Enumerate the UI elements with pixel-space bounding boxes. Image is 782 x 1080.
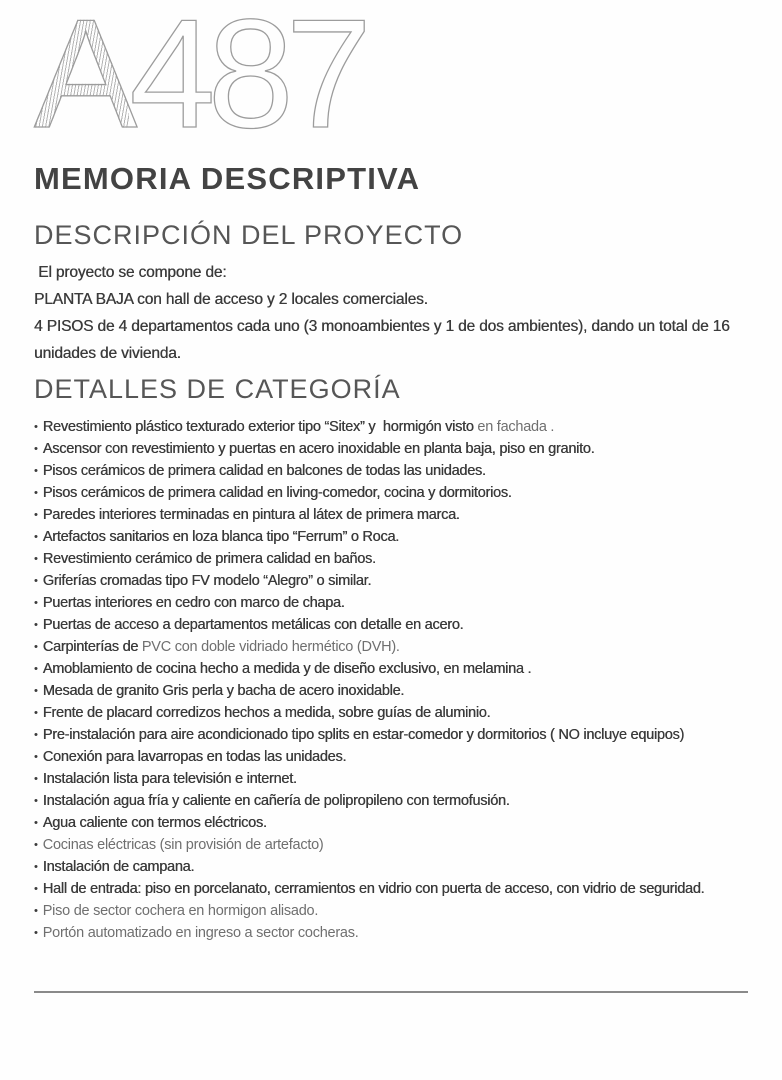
detail-text: Paredes interiores terminadas en pintura al látex de primera marca. [42, 507, 460, 523]
bullet-icon: • [34, 795, 38, 808]
detail-text: Griferías cromadas tipo FV modelo “Alegro” o similar. [42, 573, 372, 589]
detail-text: Piso de sector cochera en hormigon alisado. [42, 903, 319, 919]
detail-item [34, 835, 750, 857]
logo [34, 0, 750, 160]
detail-item [34, 439, 750, 461]
bullet-icon: • [34, 597, 38, 610]
detail-text: Pisos cerámicos de primera calidad en balcones de todas las unidades. [42, 463, 486, 479]
bullet-icon: • [34, 861, 38, 874]
detail-item [34, 593, 750, 615]
detail-item [34, 769, 750, 791]
bullet-icon: • [34, 641, 38, 654]
bullet-icon: • [34, 509, 38, 522]
detail-item [34, 747, 750, 769]
detail-item [34, 725, 750, 747]
detail-item [34, 527, 750, 549]
bullet-icon: • [34, 927, 38, 940]
bullet-icon: • [34, 531, 38, 544]
bullet-icon: • [34, 685, 38, 698]
details-section-heading: DETALLES DE CATEGORÍA [34, 374, 401, 404]
logo-digits: 487 [129, 0, 365, 160]
detail-item [34, 813, 750, 835]
detail-text: PVC con doble vidriado hermético (DVH). [141, 639, 400, 655]
bullet-icon: • [34, 663, 38, 676]
project-paragraph: 4 PISOS de 4 departamentos cada uno (3 monoambientes y 1 de dos ambientes), dando un total de 16 unidades de vivienda. [34, 318, 734, 362]
detail-item [34, 901, 750, 923]
bullet-icon: • [34, 553, 38, 566]
detail-item [34, 549, 750, 571]
detail-item [34, 681, 750, 703]
detail-text: Hall de entrada: piso en porcelanato, cerramientos en vidrio con puerta de acceso, con vidrio de seguridad. [42, 881, 705, 897]
bullet-icon: • [34, 839, 38, 852]
project-description [34, 259, 750, 367]
detail-text: Pisos cerámicos de primera calidad en living-comedor, cocina y dormitorios. [42, 485, 512, 501]
detail-item [34, 879, 750, 901]
detail-text: Frente de placard corredizos hechos a medida, sobre guías de aluminio. [42, 705, 491, 721]
detail-item [34, 505, 750, 527]
bullet-icon: • [34, 487, 38, 500]
project-paragraph: PLANTA BAJA con hall de acceso y 2 locales comerciales. [34, 291, 428, 308]
detail-item [34, 923, 750, 945]
logo-letter-a: A [34, 0, 129, 160]
detail-item [34, 615, 750, 637]
detail-item [34, 791, 750, 813]
bullet-icon: • [34, 817, 38, 830]
detail-text: Instalación de campana. [42, 859, 195, 875]
detail-item [34, 703, 750, 725]
detail-text: Cocinas eléctricas (sin provisión de artefacto) [42, 837, 324, 853]
detail-text: Agua caliente con termos eléctricos. [42, 815, 267, 831]
detail-text: Pre-instalación para aire acondicionado tipo splits en estar-comedor y dormitorios ( NO incluye equipos) [42, 727, 685, 743]
footer-divider [34, 991, 748, 993]
detail-text: Artefactos sanitarios en loza blanca tipo “Ferrum” o Roca. [42, 529, 399, 545]
detail-text: Instalación lista para televisión e internet. [42, 771, 297, 787]
detail-text: Carpinterías de [42, 639, 142, 655]
bullet-icon: • [34, 421, 38, 434]
detail-item [34, 857, 750, 879]
detail-text: Conexión para lavarropas en todas las unidades. [42, 749, 347, 765]
bullet-icon: • [34, 707, 38, 720]
bullet-icon: • [34, 773, 38, 786]
bullet-icon: • [34, 465, 38, 478]
detail-text: Puertas de acceso a departamentos metálicas con detalle en acero. [42, 617, 464, 633]
detail-text: Revestimiento plástico texturado exterior tipo “Sitex” y hormigón visto [42, 419, 478, 435]
bullet-icon: • [34, 575, 38, 588]
project-paragraph: El proyecto se compone de: [34, 264, 227, 281]
bullet-icon: • [34, 619, 38, 632]
project-section-heading: DESCRIPCIÓN DEL PROYECTO [34, 220, 464, 250]
details-list [34, 417, 750, 945]
detail-text: en fachada . [477, 419, 555, 435]
bullet-icon: • [34, 905, 38, 918]
bullet-icon: • [34, 443, 38, 456]
detail-text: Revestimiento cerámico de primera calidad en baños. [42, 551, 376, 567]
detail-text: Portón automatizado en ingreso a sector cocheras. [42, 925, 359, 941]
detail-item [34, 483, 750, 505]
document-title: MEMORIA DESCRIPTIVA [34, 161, 421, 196]
bullet-icon: • [34, 883, 38, 896]
bullet-icon: • [34, 729, 38, 742]
detail-item [34, 659, 750, 681]
detail-item [34, 461, 750, 483]
detail-text: Mesada de granito Gris perla y bacha de acero inoxidable. [42, 683, 405, 699]
detail-text: Ascensor con revestimiento y puertas en acero inoxidable en planta baja, piso en granito. [42, 441, 595, 457]
detail-item [34, 571, 750, 593]
bullet-icon: • [34, 751, 38, 764]
detail-text: Amoblamiento de cocina hecho a medida y de diseño exclusivo, en melamina . [42, 661, 532, 677]
detail-item [34, 637, 750, 659]
detail-item [34, 417, 750, 439]
detail-text: Puertas interiores en cedro con marco de chapa. [42, 595, 345, 611]
detail-text: Instalación agua fría y caliente en cañería de polipropileno con termofusión. [42, 793, 510, 809]
